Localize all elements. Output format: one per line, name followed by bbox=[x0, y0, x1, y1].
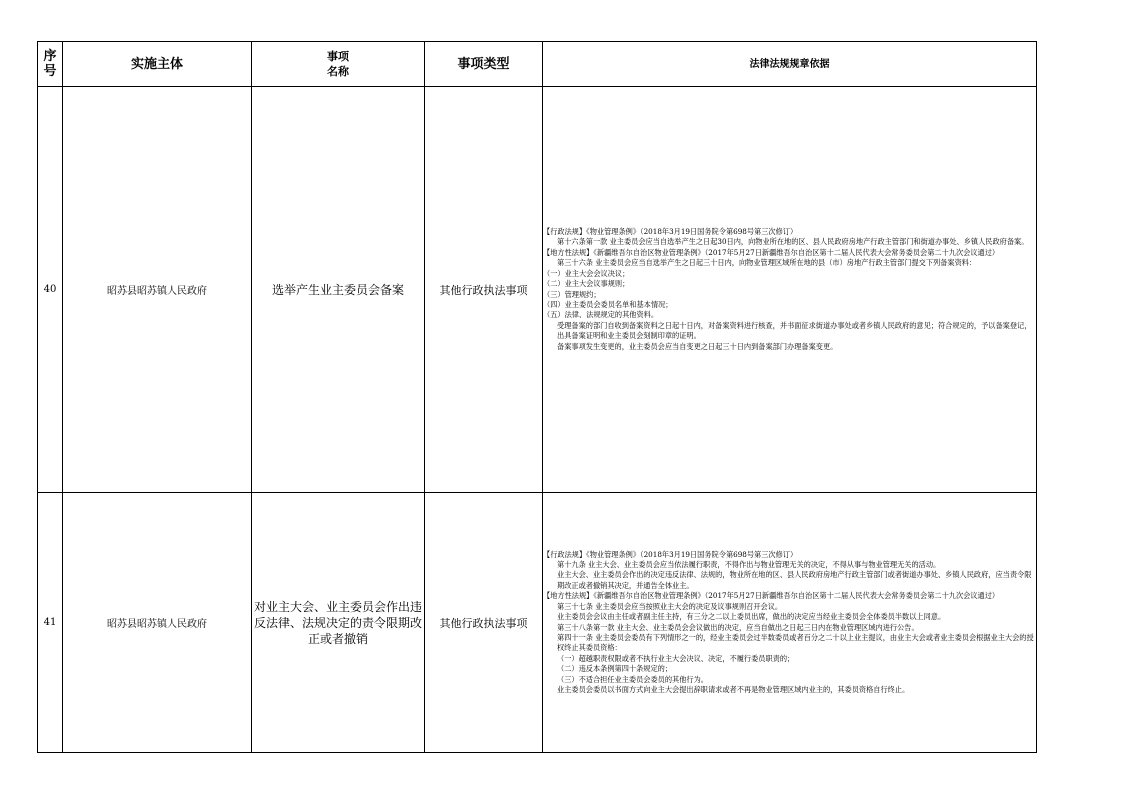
basis-line: 备案事项发生变更的，业主委员会应当自变更之日起三十日内到备案部门办理备案变更。 bbox=[557, 341, 838, 351]
header-item-name: 事项 名称 bbox=[252, 42, 425, 87]
basis-line: （四）业主委员会委员名单和基本情况； bbox=[543, 299, 673, 309]
row-item-type: 其他行政执法事项 bbox=[425, 87, 543, 493]
row-item-type: 其他行政执法事项 bbox=[425, 493, 543, 753]
basis-line: 【地方性法规】《新疆维吾尔自治区物业管理条例》（2017年5月27日新疆维吾尔自治区第十二届人民代表大会常务委员会第二十九次会议通过） bbox=[543, 591, 1000, 601]
row-item-name: 选举产生业主委员会备案 bbox=[252, 87, 425, 493]
basis-line: （一）业主大会会议决议； bbox=[543, 268, 630, 278]
basis-line: 业主大会、业主委员会作出的决定违反法律、法规的，物业所在地的区、县人民政府房地产行政主管部门或者街道办事处、乡镇人民政府，应当责令限期改正或者撤销其决定，并通告全体业主。 bbox=[557, 570, 1032, 590]
basis-line: （五）法律、法规规定的其他资料。 bbox=[543, 310, 659, 320]
basis-line: 第三十八条第一款 业主大会、业主委员会会议做出的决定，应当自做出之日起三日内在物业管理区域内进行公告。 bbox=[557, 622, 919, 632]
row-legal-basis bbox=[543, 87, 1037, 493]
basis-line: 第三十六条 业主委员会应当自选举产生之日起三十日内，向物业管理区域所在地的县（市）房地产行政主管部门提交下列备案资料： bbox=[557, 258, 977, 268]
header-implementing-body: 实施主体 bbox=[63, 42, 252, 87]
table-header-row bbox=[38, 42, 1037, 87]
basis-line: 第十九条 业主大会、业主委员会应当依法履行职责，不得作出与物业管理无关的决定，不得从事与物业管理无关的活动。 bbox=[557, 560, 941, 570]
header-legal-basis: 法律法规规章依据 bbox=[543, 42, 1037, 87]
table-row bbox=[38, 493, 1037, 753]
row-implementing-body: 昭苏县昭苏镇人民政府 bbox=[63, 87, 252, 493]
basis-line: （三）管理规约； bbox=[543, 289, 601, 299]
basis-line: 业主委员会委员以书面方式向业主大会提出辞职请求或者不再是物业管理区域内业主的，其委员资格自行终止。 bbox=[557, 684, 910, 694]
table-row bbox=[38, 87, 1037, 493]
basis-line: （二）违反本条例第四十条规定的； bbox=[557, 664, 673, 674]
row-item-name: 对业主大会、业主委员会作出违反法律、法规决定的责令限期改正或者撤销 bbox=[252, 493, 425, 753]
row-serial-number: 40 bbox=[38, 87, 63, 493]
basis-line: 受理备案的部门自收到备案资料之日起十日内，对备案资料进行核查，并书面征求街道办事处或者乡镇人民政府的意见；符合规定的，予以备案登记，出具备案证明和业主委员会刻制印章的证明。 bbox=[557, 320, 1032, 341]
header-serial-number: 序 号 bbox=[38, 42, 63, 87]
basis-line: 【行政法规】《物业管理条例》（2018年3月19日国务院令第698号第三次修订） bbox=[543, 549, 798, 559]
basis-line: 第十六条第一款 业主委员会应当自选举产生之日起30日内，向物业所在地的区、县人民政府房地产行政主管部门和街道办事处、乡镇人民政府备案。 bbox=[557, 237, 1029, 247]
basis-line: （三）不适合担任业主委员会委员的其他行为。 bbox=[557, 674, 708, 684]
basis-line: （二）业主大会议事规则； bbox=[543, 279, 630, 289]
basis-line: 第四十一条 业主委员会委员有下列情形之一的，经业主委员会过半数委员或者百分之二十以上业主提议，由业主大会或者业主委员会根据业主大会的授权终止其委员资格： bbox=[557, 632, 1034, 653]
row-serial-number: 41 bbox=[38, 493, 63, 753]
basis-line: 业主委员会会议由主任或者副主任主持，有三分之二以上委员出席，做出的决定应当经业主委员会全体委员半数以上同意。 bbox=[557, 612, 946, 622]
basis-line: 第三十七条 业主委员会应当按照业主大会的决定及议事规则召开会议。 bbox=[557, 601, 783, 611]
header-item-type: 事项类型 bbox=[425, 42, 543, 87]
enforcement-items-table bbox=[37, 41, 1037, 753]
basis-line: 【地方性法规】《新疆维吾尔自治区物业管理条例》（2017年5月27日新疆维吾尔自治区第十二届人民代表大会常务委员会第二十九次会议通过） bbox=[543, 247, 1000, 257]
row-legal-basis bbox=[543, 493, 1037, 753]
row-implementing-body: 昭苏县昭苏镇人民政府 bbox=[63, 493, 252, 753]
basis-line: 【行政法规】《物业管理条例》（2018年3月19日国务院令第698号第三次修订） bbox=[543, 227, 798, 237]
basis-line: （一）超越职责权限或者不执行业主大会决议、决定，不履行委员职责的； bbox=[557, 653, 795, 663]
